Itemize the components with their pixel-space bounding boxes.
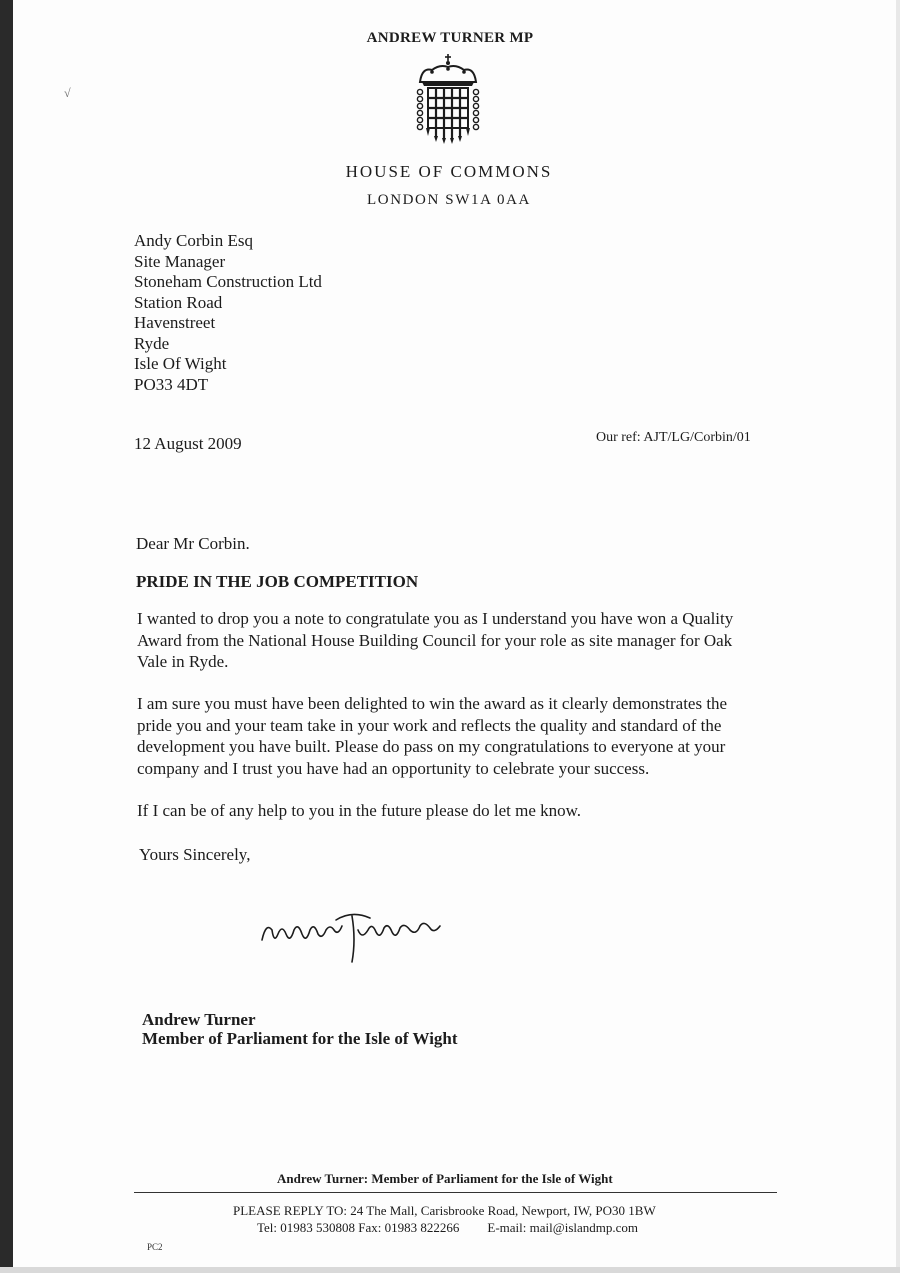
recipient-address: [134, 231, 322, 395]
address-line: PO33 4DT: [134, 374, 209, 394]
address-line: Andy Corbin Esq: [134, 231, 253, 250]
scan-edge-left: [0, 0, 13, 1273]
footer-email: E-mail: mail@islandmp.com: [487, 1220, 639, 1235]
margin-tick-mark: √: [64, 86, 71, 100]
letterhead-city: LONDON SW1A 0AA: [367, 192, 531, 208]
salutation: Dear Mr Corbin.: [136, 534, 250, 553]
letterhead-name: ANDREW TURNER MP: [366, 30, 534, 46]
address-line: Site Manager: [134, 251, 226, 271]
address-line: Station Road: [134, 292, 223, 312]
footer-reply-address: PLEASE REPLY TO: 24 The Mall, Carisbrooke Road, Newport, IW, PO30 1BW: [233, 1203, 656, 1218]
address-line: Ryde: [134, 333, 170, 353]
scan-edge-right: [896, 0, 900, 1273]
footer-tel-fax: Tel: 01983 530808 Fax: 01983 822266: [257, 1220, 460, 1235]
address-line: Stoneham Construction Ltd: [134, 272, 322, 291]
address-line: Isle Of Wight: [134, 354, 227, 373]
footer-contact: [257, 1220, 638, 1236]
letterhead-house: HOUSE OF COMMONS: [345, 162, 553, 181]
signatory-title: Member of Parliament for the Isle of Wight: [142, 1029, 458, 1048]
subject-heading: PRIDE IN THE JOB COMPETITION: [136, 572, 419, 591]
reference-number: Our ref: AJT/LG/Corbin/01: [596, 430, 751, 445]
closing: Yours Sincerely,: [139, 845, 251, 864]
letter-date: 12 August 2009: [134, 434, 242, 453]
footer-divider: [134, 1192, 777, 1193]
portcullis-crest-icon: [412, 52, 484, 144]
body-paragraph-2: I am sure you must have been delighted to win the award as it clearly demonstrates the pride you and your team take in your work and reflects the quality and standard of the development you have built. Please do pass on my congratulations to everyone at your company and I trust you have had an opportunity to celebrate your success.: [137, 694, 728, 778]
signatory-name: Andrew Turner: [142, 1010, 256, 1029]
body-paragraph-1: I wanted to drop you a note to congratulate you as I understand you have won a Quality Award from the National House Building Council for your role as site manager for Oak Vale in Ryde.: [137, 609, 734, 671]
body-paragraph-3: If I can be of any help to you in the future please do let me know.: [137, 801, 582, 820]
address-line: Havenstreet: [134, 313, 216, 332]
scan-edge-bottom: [0, 1267, 900, 1273]
footer-code: PC2: [147, 1242, 163, 1252]
handwritten-signature: [252, 900, 462, 970]
footer-title: Andrew Turner: Member of Parliament for the Isle of Wight: [277, 1171, 613, 1186]
